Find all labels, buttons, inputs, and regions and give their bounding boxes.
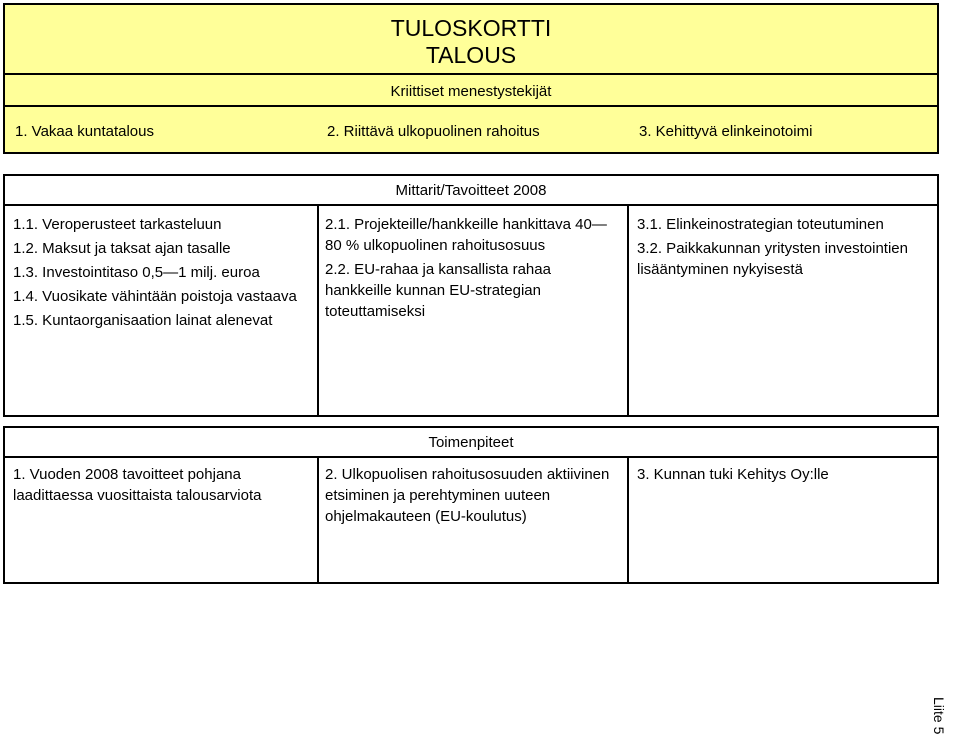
column-divider [627,458,629,582]
metric-item: 3.2. Paikkakunnan yritysten investointien lisääntyminen nykyisestä [637,240,908,278]
metrics-column-1 [13,214,311,334]
metric-item: 3.1. Elinkeinostrategian toteutuminen [637,216,884,233]
success-factors-heading: Kriittiset menestystekijät [5,77,937,107]
metric-item: 1.1. Veroperusteet tarkasteluun [13,216,222,233]
metrics-column-3 [637,214,933,283]
metric-item: 1.3. Investointitaso 0,5—1 milj. euroa [13,264,260,281]
metric-item: 2.2. EU-rahaa ja kansallista rahaa hankkeille kunnan EU-strategian toteuttamiseksi [325,261,551,320]
success-factor-1: 1. Vakaa kuntatalous [15,123,154,140]
action-item-2: 2. Ulkopuolisen rahoitusosuuden aktiivinen etsiminen ja perehtyminen uuteen ohjelmakauteen (EU-koulutus) [325,466,610,525]
actions-section [3,426,939,584]
metric-item: 1.5. Kuntaorganisaation lainat alenevat [13,312,273,329]
column-divider [627,206,629,415]
action-item-3: 3. Kunnan tuki Kehitys Oy:lle [637,466,829,483]
success-factor-3: 3. Kehittyvä elinkeinotoimi [639,123,813,140]
metrics-heading: Mittarit/Tavoitteet 2008 [5,176,937,206]
title-area [5,5,937,75]
column-divider [317,458,319,582]
metric-item: 1.2. Maksut ja taksat ajan tasalle [13,240,231,257]
appendix-label: Liite 5 [931,697,947,735]
actions-heading: Toimenpiteet [5,428,937,458]
column-divider [317,206,319,415]
success-factor-2: 2. Riittävä ulkopuolinen rahoitus [327,123,540,140]
document-title: TULOSKORTTI [390,15,552,41]
metrics-section [3,174,939,417]
metric-item: 1.4. Vuosikate vähintään poistoja vastaava [13,288,297,305]
metric-item: 2.1. Projekteille/hankkeille hankittava 40—80 % ulkopuolinen rahoitusosuus [325,216,607,254]
action-item-1: 1. Vuoden 2008 tavoitteet pohjana laadittaessa vuosittaista talousarviota [13,466,262,504]
document-subtitle: TALOUS [425,42,517,68]
scorecard-header [3,3,939,154]
metrics-column-2 [325,214,621,325]
